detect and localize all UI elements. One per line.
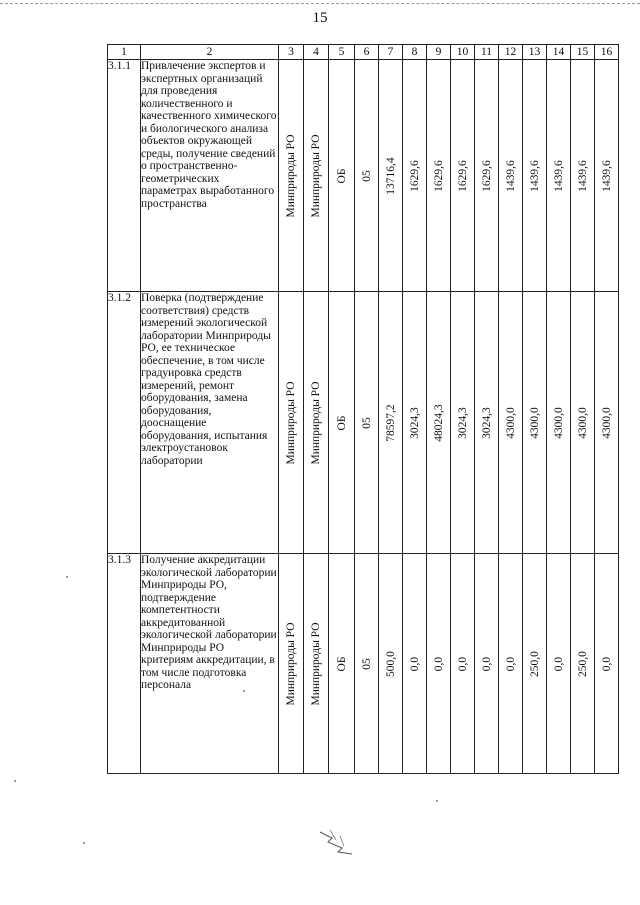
row-code: 3.1.2 — [108, 292, 141, 554]
value-cell — [571, 292, 595, 554]
value-text: 0,0 — [600, 656, 613, 671]
header-cell: 8 — [403, 45, 427, 60]
participant-text: Минприроды РО — [309, 621, 322, 706]
value-text: 1439,6 — [576, 159, 589, 192]
row-code: 3.1.3 — [108, 554, 141, 774]
scan-artifact-dot — [66, 576, 68, 578]
value-cell — [379, 60, 403, 292]
value-cell — [379, 554, 403, 774]
value-cell — [571, 554, 595, 774]
value-cell — [427, 554, 451, 774]
value-cell — [499, 292, 523, 554]
source-text: ОБ — [335, 415, 348, 430]
value-text: 3024,3 — [408, 406, 421, 439]
table-row — [108, 554, 619, 774]
value-text: 0,0 — [552, 656, 565, 671]
executor-text: Минприроды РО — [284, 380, 297, 465]
participant-cell — [304, 292, 329, 554]
code-cell — [355, 60, 379, 292]
value-text: 4300,0 — [552, 406, 565, 439]
value-text: 0,0 — [408, 656, 421, 671]
value-cell — [523, 292, 547, 554]
executor-text: Минприроды РО — [284, 621, 297, 706]
participant-text: Минприроды РО — [309, 380, 322, 465]
row-description: Привлечение экспертов и экспертных организаций для проведения количественного и качественного химического и биологического анализа объектов окружающей среды, получение сведений о пространственно-геометрических параметрах выработанного пространства — [141, 60, 279, 292]
row-description: Получение аккредитации экологической лаборатории Минприроды РО, подтверждение компетентности аккредитованной экологической лаборатории Минприроды РО критериям аккредитации, в том числе подготовка персонала — [141, 554, 279, 774]
value-text: 48024,3 — [432, 403, 445, 442]
value-cell — [547, 60, 571, 292]
header-cell: 4 — [304, 45, 329, 60]
scan-artifact-line — [0, 3, 640, 4]
value-text: 250,0 — [576, 650, 589, 677]
source-cell — [329, 60, 355, 292]
scan-artifact-mark — [318, 826, 358, 856]
code-text: 05 — [360, 169, 373, 182]
code-text: 05 — [360, 416, 373, 429]
code-cell — [355, 554, 379, 774]
header-cell: 1 — [108, 45, 141, 60]
header-cell: 10 — [451, 45, 475, 60]
value-text: 3024,3 — [480, 406, 493, 439]
executor-cell — [279, 554, 304, 774]
scan-artifact-dot — [436, 800, 438, 802]
header-cell: 5 — [329, 45, 355, 60]
value-text: 250,0 — [528, 650, 541, 677]
executor-text: Минприроды РО — [284, 133, 297, 218]
value-cell — [571, 60, 595, 292]
row-code: 3.1.1 — [108, 60, 141, 292]
value-cell — [475, 554, 499, 774]
header-cell: 2 — [141, 45, 279, 60]
source-cell — [329, 292, 355, 554]
value-text: 1629,6 — [456, 159, 469, 192]
value-text: 0,0 — [456, 656, 469, 671]
page-number: 15 — [312, 10, 328, 26]
executor-cell — [279, 60, 304, 292]
value-cell — [451, 554, 475, 774]
value-cell — [403, 292, 427, 554]
participant-cell — [304, 554, 329, 774]
header-cell: 13 — [523, 45, 547, 60]
header-cell: 6 — [355, 45, 379, 60]
value-cell — [403, 554, 427, 774]
executor-cell — [279, 292, 304, 554]
value-cell — [379, 292, 403, 554]
scan-artifact-dot — [243, 690, 245, 692]
header-cell: 9 — [427, 45, 451, 60]
value-cell — [547, 554, 571, 774]
value-text: 4300,0 — [600, 406, 613, 439]
source-text: ОБ — [335, 656, 348, 671]
value-text: 1439,6 — [528, 159, 541, 192]
code-text: 05 — [360, 657, 373, 670]
value-cell — [475, 60, 499, 292]
value-text: 1439,6 — [504, 159, 517, 192]
row-description: Поверка (подтверждение соответствия) средств измерений экологической лаборатории Минприроды РО, ее техническое обеспечение, в том числе градуировка средств измерений, ремонт оборудования, замена оборудования, дооснащение оборудования, испытания электроустановок лаборатории — [141, 292, 279, 554]
table-row — [108, 60, 619, 292]
value-cell — [547, 292, 571, 554]
participant-text: Минприроды РО — [309, 133, 322, 218]
value-text: 1629,6 — [408, 159, 421, 192]
value-cell — [523, 60, 547, 292]
value-cell — [475, 292, 499, 554]
value-text: 78597,2 — [384, 403, 397, 442]
value-cell — [451, 292, 475, 554]
participant-cell — [304, 60, 329, 292]
value-cell — [595, 292, 619, 554]
value-cell — [427, 60, 451, 292]
header-cell: 16 — [595, 45, 619, 60]
value-cell — [523, 554, 547, 774]
value-cell — [451, 60, 475, 292]
value-text: 0,0 — [504, 656, 517, 671]
value-text: 1629,6 — [480, 159, 493, 192]
value-text: 1439,6 — [552, 159, 565, 192]
source-cell — [329, 554, 355, 774]
source-text: ОБ — [335, 168, 348, 183]
header-row — [108, 45, 619, 60]
value-text: 4300,0 — [528, 406, 541, 439]
value-cell — [595, 554, 619, 774]
scan-artifact-dot — [83, 842, 85, 844]
value-cell — [595, 60, 619, 292]
value-text: 0,0 — [432, 656, 445, 671]
header-cell: 3 — [279, 45, 304, 60]
header-cell: 14 — [547, 45, 571, 60]
value-cell — [499, 60, 523, 292]
code-cell — [355, 292, 379, 554]
value-text: 13716,4 — [384, 156, 397, 195]
value-cell — [427, 292, 451, 554]
value-text: 4300,0 — [576, 406, 589, 439]
header-cell: 7 — [379, 45, 403, 60]
value-text: 500,0 — [384, 650, 397, 677]
table-row — [108, 292, 619, 554]
value-text: 3024,3 — [456, 406, 469, 439]
header-cell: 11 — [475, 45, 499, 60]
value-cell — [499, 554, 523, 774]
value-text: 1439,6 — [600, 159, 613, 192]
scan-artifact-dot — [14, 780, 16, 782]
header-cell: 15 — [571, 45, 595, 60]
value-cell — [403, 60, 427, 292]
value-text: 0,0 — [480, 656, 493, 671]
budget-table — [107, 44, 619, 774]
header-cell: 12 — [499, 45, 523, 60]
value-text: 4300,0 — [504, 406, 517, 439]
value-text: 1629,6 — [432, 159, 445, 192]
